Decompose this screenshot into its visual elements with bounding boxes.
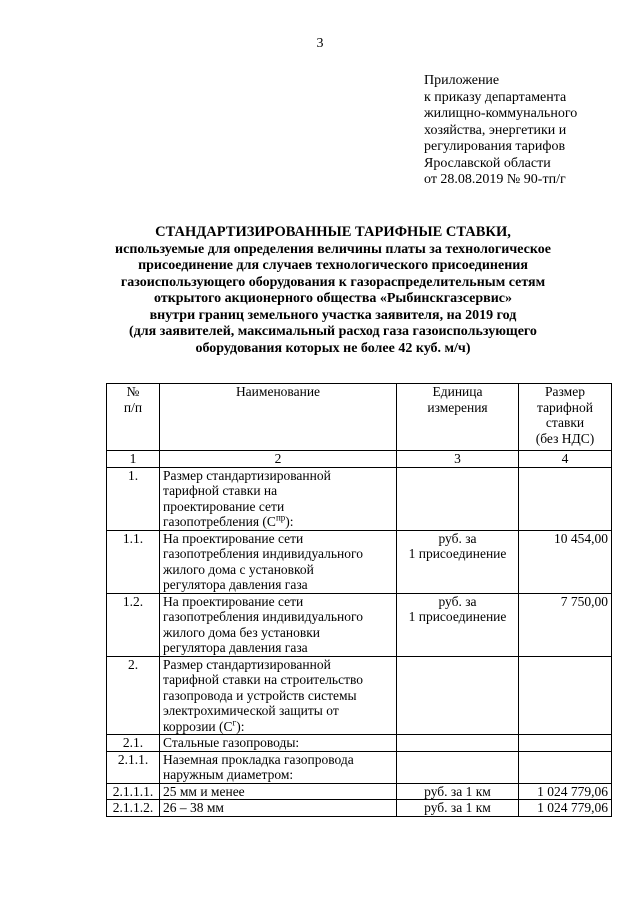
title-line: внутри границ земельного участка заявителя, на 2019 год xyxy=(149,307,517,323)
row-name-line xyxy=(163,719,393,735)
column-number: 4 xyxy=(519,451,612,468)
row-value: 1 024 779,06 xyxy=(519,800,612,817)
table-row xyxy=(107,783,612,800)
row-value xyxy=(519,656,612,735)
row-unit-line: руб. за xyxy=(438,530,477,546)
row-name-line: Стальные газопроводы: xyxy=(163,735,300,750)
row-name-line: газопотребления индивидуального xyxy=(163,546,363,561)
row-name-line: проектирование сети xyxy=(163,498,285,514)
row-value xyxy=(519,467,612,530)
row-value: 10 454,00 xyxy=(519,530,612,593)
row-number: 1. xyxy=(107,467,160,530)
row-number: 1.2. xyxy=(107,593,160,656)
title-line: газоиспользующего оборудования к газораспределительным сетям xyxy=(120,274,546,290)
row-number: 2.1.1.2. xyxy=(107,800,160,817)
table-row xyxy=(107,530,612,593)
row-unit-line: руб. за xyxy=(438,593,477,609)
appendix-line: Приложение xyxy=(424,73,500,88)
table-row xyxy=(107,593,612,656)
row-name-line: газопотребления индивидуального xyxy=(163,609,363,624)
row-name xyxy=(160,783,397,800)
appendix-line: жилищно-коммунального xyxy=(424,106,578,121)
row-number: 2.1.1.1. xyxy=(107,783,160,800)
column-number: 2 xyxy=(160,451,397,468)
header-value: Размер тарифной ставки (без НДС) xyxy=(519,384,612,451)
row-unit-line: руб. за 1 км xyxy=(424,800,491,815)
row-name xyxy=(160,735,397,752)
row-name-line: регулятора давления газа xyxy=(163,577,308,592)
row-name-text: коррозии (C xyxy=(163,718,233,734)
page-number: 3 xyxy=(316,36,324,51)
row-name-text: газопотребления (C xyxy=(163,514,276,529)
row-name xyxy=(160,800,397,817)
row-unit-line: 1 присоединение xyxy=(408,609,507,624)
appendix-note xyxy=(424,73,577,189)
row-unit xyxy=(397,800,519,817)
row-name-line: жилого дома с установкой xyxy=(163,561,314,577)
row-name-line: На проектирование сети xyxy=(163,530,304,546)
title-line: используемые для определения величины платы за технологическое xyxy=(115,241,551,257)
table-row xyxy=(107,735,612,752)
row-unit-line: руб. за 1 км xyxy=(424,783,491,799)
row-name xyxy=(160,530,397,593)
row-value: 7 750,00 xyxy=(519,593,612,656)
row-unit-line: 1 присоединение xyxy=(408,546,507,561)
row-unit xyxy=(397,593,519,656)
row-name xyxy=(160,467,397,530)
row-unit xyxy=(397,530,519,593)
row-value xyxy=(519,751,612,783)
column-number: 3 xyxy=(397,451,519,468)
appendix-line: хозяйства, энергетики и xyxy=(424,122,567,138)
table-header-row xyxy=(107,384,612,451)
title-line: (для заявителей, максимальный расход газа газоиспользующего xyxy=(129,324,537,339)
row-name-line: жилого дома без установки xyxy=(163,624,321,640)
row-name xyxy=(160,593,397,656)
row-name-line: тарифной ставки на xyxy=(163,483,278,498)
title-line: оборудования которых не более 42 куб. м/ч) xyxy=(195,340,471,356)
row-name-line: Размер стандартизированной xyxy=(163,467,331,483)
header-name: Наименование xyxy=(160,384,397,451)
row-number: 2.1.1. xyxy=(107,751,160,783)
row-number: 2. xyxy=(107,656,160,735)
title-main: СТАНДАРТИЗИРОВАННЫЕ ТАРИФНЫЕ СТАВКИ, xyxy=(155,224,511,240)
table-row xyxy=(107,467,612,530)
appendix-line: от 28.08.2019 № 90-тп/г xyxy=(424,172,566,187)
row-name-line: На проектирование сети xyxy=(163,593,304,609)
appendix-line: Ярославской области xyxy=(424,155,551,171)
row-name-superscript: г xyxy=(232,717,237,727)
title-line: открытого акционерного общества «Рыбинскгазсервис» xyxy=(154,291,512,306)
row-number: 2.1. xyxy=(107,735,160,752)
appendix-line: к приказу департамента xyxy=(424,89,567,105)
tariff-table xyxy=(106,383,612,817)
row-unit xyxy=(397,656,519,735)
row-name-line: 26 – 38 мм xyxy=(163,800,224,815)
table-body xyxy=(107,467,612,816)
title-line: присоединение для случаев технологического присоединения xyxy=(138,258,528,273)
row-value: 1 024 779,06 xyxy=(519,783,612,800)
row-number: 1.1. xyxy=(107,530,160,593)
header-num: № п/п xyxy=(107,384,160,451)
column-number: 1 xyxy=(107,451,160,468)
row-name-line xyxy=(163,514,393,530)
row-name-line: электрохимической защиты от xyxy=(163,703,339,718)
row-unit xyxy=(397,735,519,752)
row-name-line: Размер стандартизированной xyxy=(163,656,331,672)
row-name-line: наружным диаметром: xyxy=(163,767,294,782)
appendix-line: регулирования тарифов xyxy=(424,139,566,154)
row-unit xyxy=(397,467,519,530)
document-title xyxy=(98,224,568,357)
row-name-tail: ): xyxy=(236,718,245,734)
row-unit xyxy=(397,751,519,783)
row-name-line: газопровода и устройств системы xyxy=(163,687,357,703)
row-name-superscript: пр xyxy=(275,512,286,523)
table-row xyxy=(107,800,612,817)
column-numbers-row xyxy=(107,451,612,468)
row-name-line: 25 мм и менее xyxy=(163,783,245,799)
row-value xyxy=(519,735,612,752)
row-name-tail: ): xyxy=(285,514,294,529)
header-unit: Единица измерения xyxy=(397,384,519,451)
row-name xyxy=(160,751,397,783)
row-name-line: регулятора давления газа xyxy=(163,640,308,655)
row-name-line: тарифной ставки на строительство xyxy=(163,672,364,687)
table-row xyxy=(107,656,612,735)
table-row xyxy=(107,751,612,783)
row-name-line: Наземная прокладка газопровода xyxy=(163,751,354,767)
row-name xyxy=(160,656,397,735)
row-unit xyxy=(397,783,519,800)
